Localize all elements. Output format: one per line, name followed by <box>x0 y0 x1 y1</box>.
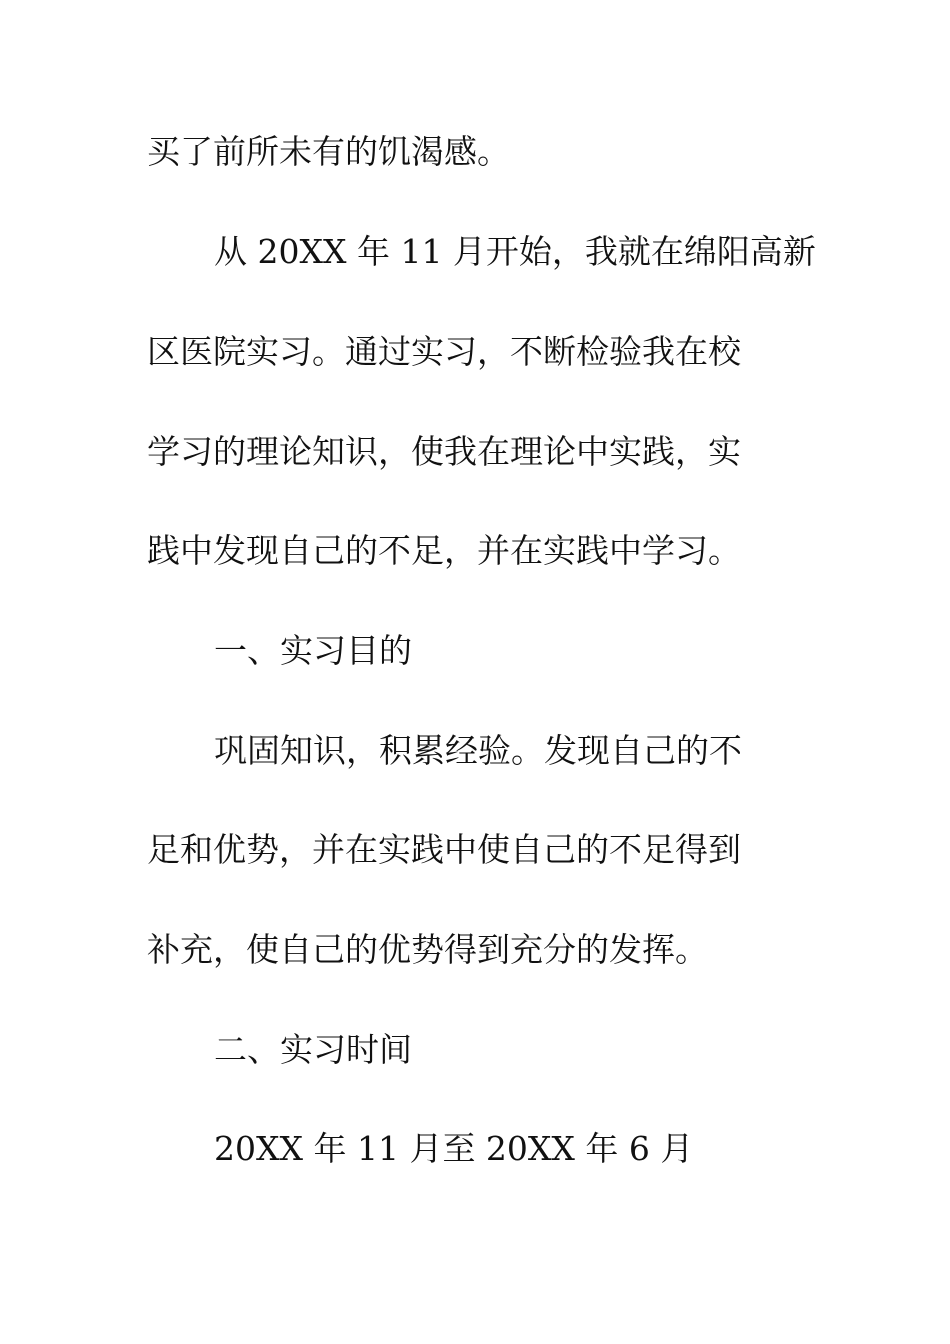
paragraph-line: 巩固知识，积累经验。发现自己的不 <box>214 731 742 770</box>
paragraph-line: 践中发现自己的不足，并在实践中学习。 <box>147 531 741 570</box>
paragraph-line: 学习的理论知识，使我在理论中实践，实 <box>147 432 741 471</box>
paragraph-line: 20XX 年 11 月至 20XX 年 6 月 <box>214 1129 694 1168</box>
section-heading: 二、实习时间 <box>214 1030 412 1069</box>
paragraph-line: 区医院实习。通过实习，不断检验我在校 <box>147 332 741 371</box>
paragraph-line: 买了前所未有的饥渴感。 <box>147 132 510 171</box>
paragraph-line: 补充，使自己的优势得到充分的发挥。 <box>147 930 708 969</box>
section-heading: 一、实习目的 <box>214 631 412 670</box>
paragraph-line: 足和优势，并在实践中使自己的不足得到 <box>147 830 741 869</box>
paragraph-line: 从 20XX 年 11 月开始，我就在绵阳高新 <box>214 232 816 271</box>
